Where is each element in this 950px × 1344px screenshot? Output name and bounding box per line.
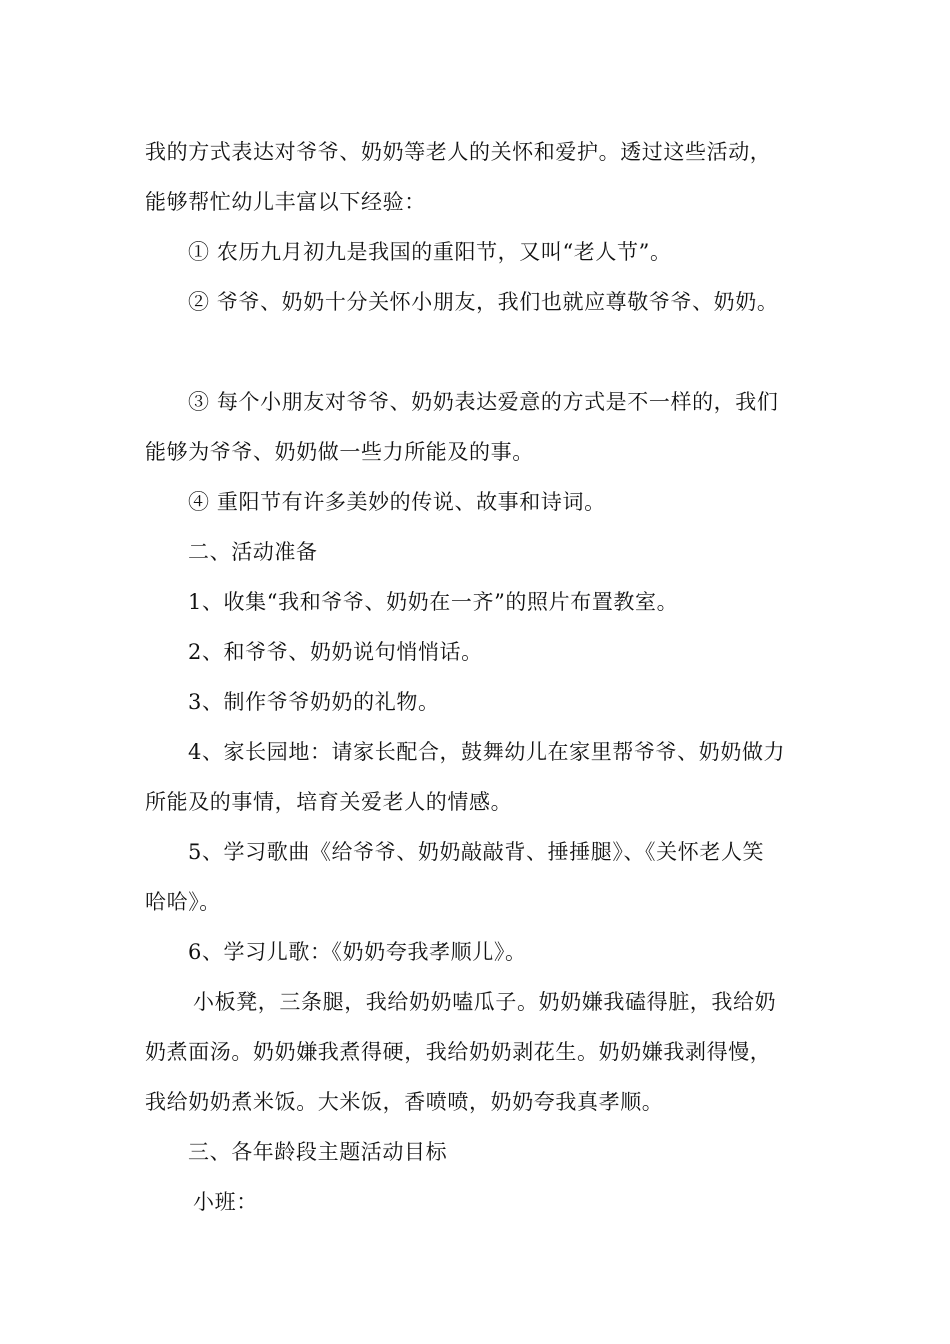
subsection-heading: 小班： bbox=[193, 1190, 258, 1214]
list-item: 5、学习歌曲《给爷爷、奶奶敲敲背、捶捶腿》、《关怀老人笑 bbox=[188, 840, 765, 864]
paragraph-line: 所能及的事情，培育关爱老人的情感。 bbox=[145, 790, 513, 814]
poem-line: 小板凳，三条腿，我给奶奶嗑瓜子。奶奶嫌我磕得脏，我给奶 bbox=[193, 990, 777, 1014]
paragraph-line: 我的方式表达对爷爷、奶奶等老人的关怀和爱护。透过这些活动， bbox=[145, 140, 772, 164]
section-heading: 三、各年龄段主题活动目标 bbox=[188, 1140, 448, 1164]
list-item: 1、收集“我和爷爷、奶奶在一齐”的照片布置教室。 bbox=[188, 590, 679, 614]
list-item: ③ 每个小朋友对爷爷、奶奶表达爱意的方式是不一样的，我们 bbox=[188, 390, 779, 414]
paragraph-line: 能够为爷爷、奶奶做一些力所能及的事。 bbox=[145, 440, 534, 464]
list-item: ① 农历九月初九是我国的重阳节，又叫“老人节”。 bbox=[188, 240, 672, 264]
poem-line: 奶煮面汤。奶奶嫌我煮得硬，我给奶奶剥花生。奶奶嫌我剥得慢， bbox=[145, 1040, 772, 1064]
list-item: 4、家长园地：请家长配合，鼓舞幼儿在家里帮爷爷、奶奶做力 bbox=[188, 740, 786, 764]
list-item: ② 爷爷、奶奶十分关怀小朋友，我们也就应尊敬爷爷、奶奶。 bbox=[188, 290, 779, 314]
list-item: 6、学习儿歌：《奶奶夸我孝顺儿》。 bbox=[188, 940, 527, 964]
list-item: 2、和爷爷、奶奶说句悄悄话。 bbox=[188, 640, 483, 664]
poem-line: 我给奶奶煮米饭。大米饭，香喷喷，奶奶夸我真孝顺。 bbox=[145, 1090, 664, 1114]
list-item: 3、制作爷爷奶奶的礼物。 bbox=[188, 690, 440, 714]
paragraph-line: 哈哈》。 bbox=[145, 890, 221, 914]
section-heading: 二、活动准备 bbox=[188, 540, 318, 564]
list-item: ④ 重阳节有许多美妙的传说、故事和诗词。 bbox=[188, 490, 606, 514]
paragraph-line: 能够帮忙幼儿丰富以下经验： bbox=[145, 190, 426, 214]
